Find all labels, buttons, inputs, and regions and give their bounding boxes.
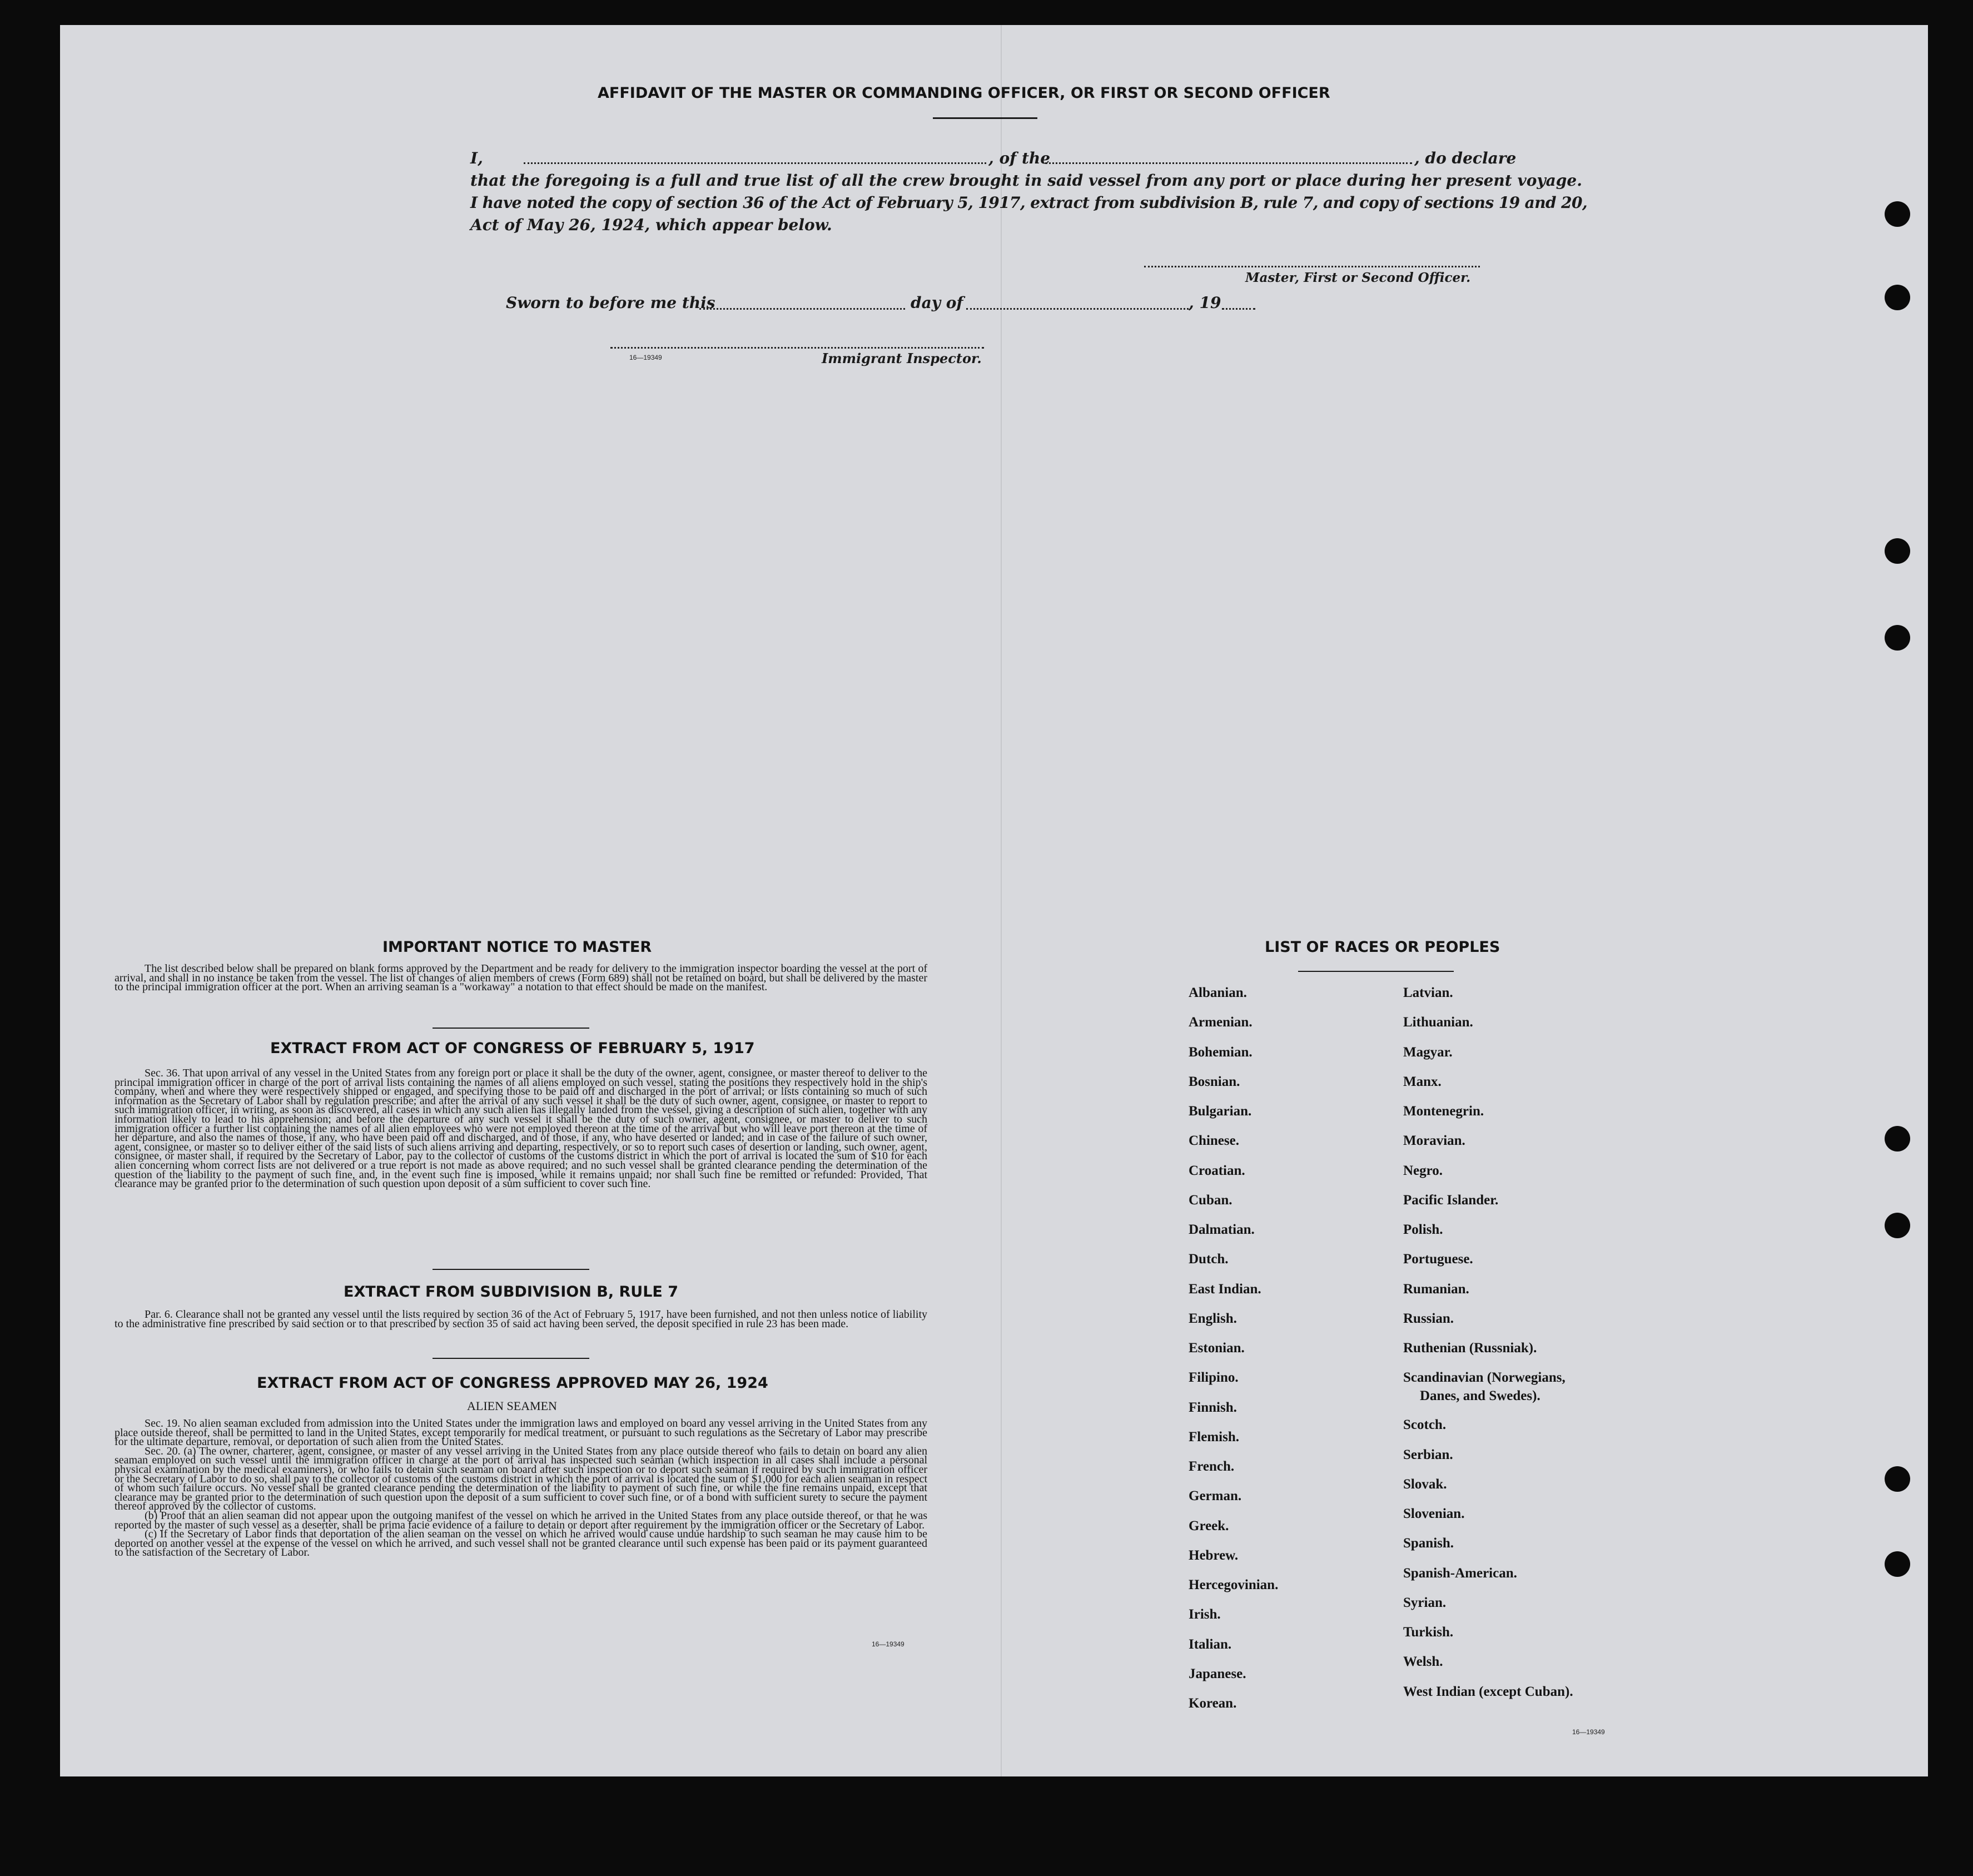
extract-1917-heading: EXTRACT FROM ACT OF CONGRESS OF FEBRUARY 5, 1917	[270, 1040, 755, 1057]
extract-1924-body	[115, 1419, 927, 1557]
section-rule	[433, 1269, 589, 1270]
race-item: Pacific Islander.	[1403, 1192, 1499, 1208]
extract-rule7-heading: EXTRACT FROM SUBDIVISION B, RULE 7	[344, 1283, 679, 1301]
race-item: Syrian.	[1403, 1595, 1447, 1610]
binder-hole	[1885, 538, 1910, 564]
race-item: Rumanian.	[1403, 1281, 1469, 1297]
vessel-name-blank[interactable]	[1045, 162, 1412, 164]
race-item: Scandinavian (Norwegians,	[1403, 1370, 1566, 1386]
binder-hole	[1885, 285, 1910, 310]
binder-hole	[1885, 201, 1910, 227]
extract-1917-body	[115, 1069, 927, 1189]
race-item: Korean.	[1189, 1696, 1237, 1711]
sworn-prefix: Sworn to before me this	[506, 294, 715, 312]
extract-1924-heading: EXTRACT FROM ACT OF CONGRESS APPROVED MAY 26, 1924	[257, 1374, 768, 1392]
race-item: Moravian.	[1403, 1133, 1465, 1149]
race-item: Lithuanian.	[1403, 1015, 1473, 1030]
sworn-day-blank[interactable]	[699, 308, 905, 310]
affidavit-do-declare: , do declare	[1414, 149, 1517, 167]
sworn-year: , 19	[1189, 294, 1221, 312]
races-heading-rule	[1298, 971, 1454, 972]
notice-paragraph: The list described below shall be prepared on blank forms approved by the Department and be ready for delivery to the immigration inspector boarding the vessel at the port of arrival, and shall in no instance be taken from the vessel. The list of changes of alien members of crews (Form 689) shall not be retained on board, but shall be delivered by the master to the principal immigration officer at the port. When an arriving seaman is a "workaway" a notation to that effect should be made on the manifest.	[115, 962, 927, 994]
alien-seamen-subheading: ALIEN SEAMEN	[467, 1399, 557, 1413]
race-item: Slovenian.	[1403, 1506, 1465, 1522]
race-item: Hebrew.	[1189, 1547, 1239, 1563]
race-item: Magyar.	[1403, 1044, 1453, 1060]
race-item: Turkish.	[1403, 1625, 1454, 1640]
race-item: French.	[1189, 1459, 1235, 1474]
binder-hole	[1885, 1213, 1910, 1238]
race-item: Scotch.	[1403, 1417, 1447, 1433]
race-item: Ruthenian (Russniak).	[1403, 1341, 1537, 1356]
race-item: Montenegrin.	[1403, 1104, 1484, 1119]
race-item: East Indian.	[1189, 1281, 1261, 1297]
section-rule	[433, 1028, 589, 1029]
race-item: Slovak.	[1403, 1476, 1447, 1492]
race-item: Italian.	[1189, 1636, 1232, 1652]
affidavit-heading: AFFIDAVIT OF THE MASTER OR COMMANDING OFFICER, OR FIRST OR SECOND OFFICER	[598, 85, 1330, 102]
race-item: Spanish.	[1403, 1536, 1454, 1551]
race-item: English.	[1189, 1311, 1237, 1326]
race-item: German.	[1189, 1488, 1242, 1504]
race-item: Serbian.	[1403, 1447, 1453, 1462]
sec-19-text: Sec. 19. No alien seaman excluded from admission into the United States under the immigration laws and employed on board any vessel arriving in the United States from any place outside thereof, shall be permitted to land in the United States, except temporarily for medical treatment, or pursuant to such regulations as the Secretary of Labor may prescribe for the ultimate departure, removal, or deportation of such alien from the United States.	[115, 1417, 927, 1448]
race-item: Hercegovinian.	[1189, 1577, 1279, 1592]
par-6-text: Par. 6. Clearance shall not be granted any vessel until the lists required by section 36 of the Act of February 5, 1917, have been furnished, and not then unless notice of liability to the administrative fine prescribed by said section or to that prescribed by section 35 of said act having been served, the deposit specified in rule 23 has been made.	[115, 1308, 927, 1330]
sec-20c-text: (c) If the Secretary of Labor finds that deportation of the alien seaman on the vessel on which he arrived would cause undue hardship to such seaman he may cause him to be deported on another vessel at the expense of the vessel on which he arrived, and such vessel shall not be granted clearance until such expense has been paid or its payment guaranteed to the satisfaction of the Secretary of Labor.	[115, 1528, 927, 1559]
affidavit-line-2: that the foregoing is a full and true list of all the crew brought in said vessel from any port or place during her present voyage.	[470, 171, 1582, 190]
races-heading: LIST OF RACES OR PEOPLES	[1265, 939, 1500, 956]
sec-36-text: Sec. 36. That upon arrival of any vessel in the United States from any foreign port or place it shall be the duty of the owner, agent, consignee, or master thereof to deliver to the principal immigration officer in charge of the port of arrival lists containing the names of all aliens employed on such vessel, stating the positions they respectively hold in the ship's company, when and where they were respectively shipped or engaged, and specifying those to be paid off and discharged in the port of arrival; or lists containing so much of such information as the Secretary of Labor shall by regulation prescribe; and after the arrival of any such vessel it shall be the duty of such owner, agent, consignee, or master to report to such immigration officer, in writing, as soon as discovered, all cases in which any such alien has illegally landed from the vessel, giving a description of such alien, together with any information likely to lead to his apprehension; and before the departure of any such vessel it shall be the duty of such owner, agent, consignee, or master to deliver to such immigration officer a further list containing the names of all alien employees who were not employed thereon at the time of the arrival but who will leave port thereon at the time of her departure, and also the names of those, if any, who have been paid off and discharged, and of those, if any, who have deserted or landed; and in case of the failure of such owner, agent, consignee, or master so to deliver either of the said lists of such aliens arriving and departing, respectively, or so to report such cases of desertion or landing, such owner, agent, consignee, or master shall, if required by the Secretary of Labor, pay to the collector of customs of the customs district in which the port of arrival is located the sum of $10 for each alien concerning whom correct lists are not delivered or a true report is not made as above required; and no such vessel shall be granted clearance pending the determination of the question of the liability to the payment of such fine, and, in the event such fine is imposed, while it remains unpaid; nor shall such fine be remitted or refunded: Provided, That clearance may be granted prior to the determination of such question upon deposit of a sum sufficient to cover such fine.	[115, 1067, 927, 1190]
race-item: Dutch.	[1189, 1252, 1229, 1267]
race-item: Polish.	[1403, 1222, 1443, 1237]
sec-20a-text: Sec. 20. (a) The owner, charterer, agent, consignee, or master of any vessel arriving in the United States from any place outside thereof who fails to detain on board any alien seaman employed on such vessel until the immigration officer in charge at the port of arrival has inspected such seaman (which inspection in all cases shall include a personal physical examination by the medical examiners), or who fails to detain such seaman on board after such inspection or to deport such seaman if required by such immigration officer or the Secretary of Labor to do so, shall pay to the collector of customs of the customs district in which the port of arrival is located the sum of $1,000 for each alien seaman in respect of whom such failure occurs. No vessel shall be granted clearance pending the determination of the liability to payment of such fine, or while the fine remains unpaid, except that clearance may be granted prior to the determination of such question upon the deposit of a sum sufficient to cover such fine, or of a bond with sufficient surety to secure the payment thereof approved by the collector of customs.	[115, 1445, 927, 1513]
center-fold	[1001, 25, 1002, 1776]
master-signature-line[interactable]	[1144, 266, 1480, 267]
notice-text	[115, 964, 927, 992]
race-item: Bulgarian.	[1189, 1104, 1252, 1119]
race-item: West Indian (except Cuban).	[1403, 1684, 1573, 1699]
race-item: Manx.	[1403, 1074, 1442, 1089]
affidavit-line-4: Act of May 26, 1924, which appear below.	[470, 216, 832, 234]
race-item: Russian.	[1403, 1311, 1454, 1326]
race-item: Filipino.	[1189, 1370, 1239, 1386]
race-item: Danes, and Swedes).	[1420, 1388, 1540, 1404]
master-signature-label: Master, First or Second Officer.	[1245, 270, 1471, 285]
notice-heading: IMPORTANT NOTICE TO MASTER	[382, 939, 652, 956]
binder-hole	[1885, 1126, 1910, 1152]
race-item: Albanian.	[1189, 985, 1247, 1000]
inspector-signature-line[interactable]	[610, 347, 984, 349]
master-name-blank[interactable]	[524, 162, 986, 164]
race-item: Bosnian.	[1189, 1074, 1240, 1089]
race-item: Negro.	[1403, 1163, 1443, 1178]
race-item: Armenian.	[1189, 1015, 1253, 1030]
section-rule	[433, 1358, 589, 1359]
form-number: 16—19349	[1572, 1728, 1605, 1736]
race-item: Cuban.	[1189, 1192, 1232, 1208]
race-item: Estonian.	[1189, 1341, 1245, 1356]
race-item: Greek.	[1189, 1518, 1229, 1533]
sworn-month-blank[interactable]	[966, 308, 1189, 310]
race-item: Spanish-American.	[1403, 1565, 1517, 1581]
heading-rule	[933, 117, 1037, 119]
affidavit-of-the: , of the	[988, 149, 1051, 167]
race-item: Chinese.	[1189, 1133, 1239, 1149]
race-item: Welsh.	[1403, 1654, 1443, 1670]
race-item: Bohemian.	[1189, 1044, 1253, 1060]
binder-hole	[1885, 625, 1910, 651]
race-item: Latvian.	[1403, 985, 1453, 1000]
inspector-label: Immigrant Inspector.	[822, 350, 982, 366]
sworn-day-of: day of	[911, 294, 963, 312]
affidavit-line-3: I have noted the copy of section 36 of the Act of February 5, 1917, extract from subdivision B, rule 7, and copy of sections 19 and 20,	[470, 193, 1588, 212]
binder-hole	[1885, 1551, 1910, 1577]
race-item: Flemish.	[1189, 1429, 1239, 1445]
race-item: Japanese.	[1189, 1666, 1246, 1681]
race-item: Dalmatian.	[1189, 1222, 1255, 1237]
form-number: 16—19349	[629, 354, 662, 361]
sworn-year-blank[interactable]	[1222, 308, 1255, 310]
extract-rule7-body	[115, 1310, 927, 1328]
affidavit-i: I,	[470, 149, 483, 167]
race-item: Irish.	[1189, 1607, 1221, 1622]
race-item: Croatian.	[1189, 1163, 1245, 1178]
form-number: 16—19349	[872, 1640, 905, 1648]
binder-hole	[1885, 1466, 1910, 1492]
race-item: Finnish.	[1189, 1399, 1237, 1415]
race-item: Portuguese.	[1403, 1252, 1473, 1267]
sec-20b-text: (b) Proof that an alien seaman did not appear upon the outgoing manifest of the vessel on which he arrived in the United States from any place outside thereof, or that he was reported by the master of such vessel as a deserter, shall be prima facie evidence of a failure to detain or deport after requirement by the immigration officer or the Secretary of Labor.	[115, 1509, 927, 1531]
